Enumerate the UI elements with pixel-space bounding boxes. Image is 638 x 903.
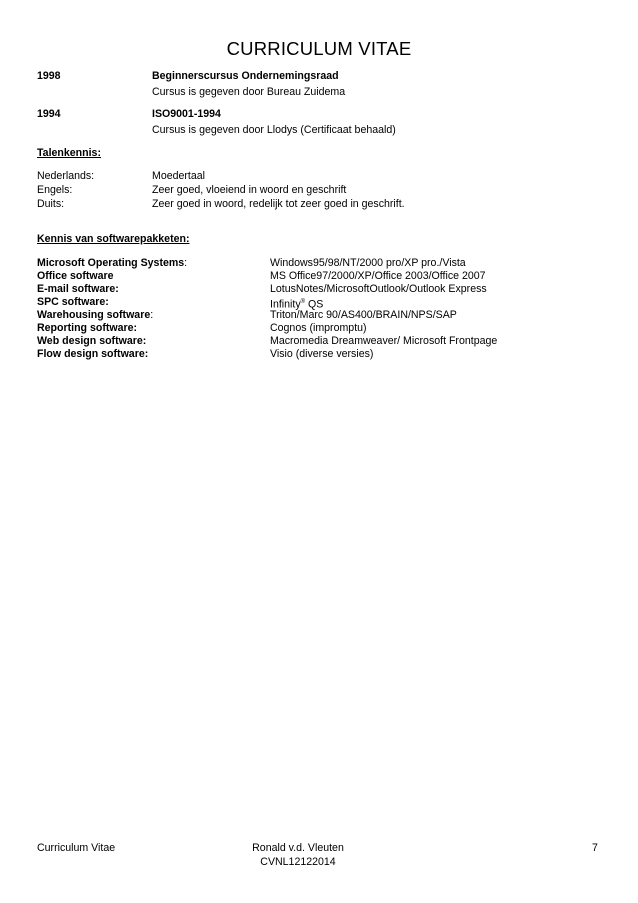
software-value: LotusNotes/MicrosoftOutlook/Outlook Express [270, 283, 487, 295]
language-level: Moedertaal [152, 170, 205, 182]
software-label [37, 348, 148, 361]
languages-heading: Talenkennis: [37, 147, 101, 159]
software-label-text: Web design software: [37, 335, 147, 347]
software-heading: Kennis van softwarepakketen: [37, 233, 190, 245]
software-label [37, 335, 146, 348]
language-name: Duits: [37, 198, 65, 210]
footer-author: Ronald v.d. Vleuten [252, 842, 344, 854]
page-title: CURRICULUM VITAE [226, 38, 412, 59]
software-label-text: E-mail software: [37, 283, 119, 295]
software-value-suffix: QS [305, 298, 324, 311]
language-level: Zeer goed in woord, redelijk tot zeer goed in geschrift. [152, 198, 405, 210]
footer-left: Curriculum Vitae [37, 842, 116, 854]
software-label [37, 283, 119, 296]
language-name: Nederlands: [37, 170, 95, 182]
course-detail: Cursus is gegeven door Bureau Zuidema [152, 86, 346, 98]
software-label [37, 296, 109, 309]
software-label-colon: : [184, 257, 188, 269]
course-year: 1998 [37, 70, 61, 82]
page-number: 7 [592, 842, 598, 854]
software-value-text: Infinity [270, 298, 301, 311]
software-value: Macromedia Dreamweaver/ Microsoft Frontpage [270, 335, 498, 347]
software-label [37, 322, 137, 335]
software-label [37, 270, 114, 283]
software-label-text: Office software [37, 270, 114, 282]
language-name: Engels: [37, 184, 73, 196]
course-name: Beginnerscursus Ondernemingsraad [152, 70, 339, 82]
software-value: MS Office97/2000/XP/Office 2003/Office 2007 [270, 270, 486, 282]
footer-code: CVNL12122014 [260, 856, 336, 868]
course-year: 1994 [37, 108, 61, 120]
software-label-text: Warehousing software [37, 309, 151, 321]
software-label-text: Microsoft Operating Systems [37, 257, 185, 269]
software-value: Cognos (impromptu) [270, 322, 367, 334]
software-label [37, 309, 153, 322]
language-level: Zeer goed, vloeiend in woord en geschrift [152, 184, 347, 196]
software-label-text: Reporting software: [37, 322, 138, 334]
course-name: ISO9001-1994 [152, 108, 221, 120]
software-label-text: SPC software: [37, 296, 109, 308]
software-label-text: Flow design software: [37, 348, 149, 360]
course-detail: Cursus is gegeven door Llodys (Certificaat behaald) [152, 124, 396, 136]
software-value: Windows95/98/NT/2000 pro/XP pro./Vista [270, 257, 466, 269]
software-value: Triton/Marc 90/AS400/BRAIN/NPS/SAP [270, 309, 457, 321]
software-label-colon: : [150, 309, 154, 321]
software-value: Visio (diverse versies) [270, 348, 374, 360]
registered-mark: ® [300, 299, 306, 305]
software-label [37, 257, 187, 270]
